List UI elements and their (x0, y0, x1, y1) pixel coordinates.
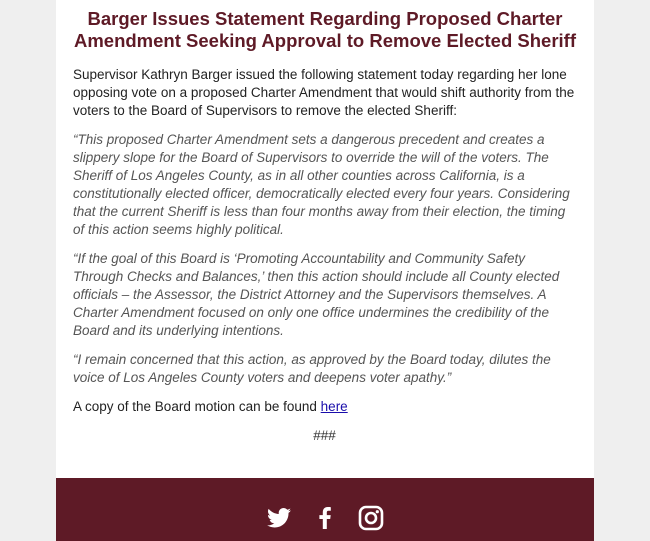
motion-paragraph (73, 398, 576, 416)
twitter-icon[interactable] (265, 504, 293, 532)
motion-text: A copy of the Board motion can be found (73, 399, 321, 414)
instagram-icon[interactable] (357, 504, 385, 532)
quote-paragraph: “This proposed Charter Amendment sets a dangerous precedent and creates a slippery slope for the Board of Supervisors to override the will of the voters. The Sheriff of Los Angeles County, as in all other counties across California, is a constitutionally elected officer, democratically elected every four years. Considering that the current Sheriff is less than four months away from their election, the timing of this action seems highly political. (73, 132, 570, 237)
facebook-icon[interactable] (311, 504, 339, 532)
intro-paragraph: Supervisor Kathryn Barger issued the following statement today regarding her lone opposing vote on a proposed Charter Amendment that would shift authority from the voters to the Board of Supervisors to remove the elected Sheriff: (73, 67, 575, 118)
article-body (56, 52, 594, 445)
quote-paragraph: “I remain concerned that this action, as approved by the Board today, dilutes the voice of Los Angeles County voters and deepens voter apathy.” (73, 352, 551, 385)
quote-paragraph: “If the goal of this Board is ‘Promoting Accountability and Community Safety Through Checks and Balances,’ then this action should include all County elected officials – the Assessor, the District Attorney and the Supervisors themselves. A Charter Amendment focused on only one office undermines the credibility of the Board and its underlying intentions. (73, 251, 560, 338)
footer (56, 478, 594, 541)
newsletter-card (56, 0, 594, 541)
social-links (56, 504, 594, 532)
end-separator: ### (313, 428, 336, 443)
headline: Barger Issues Statement Regarding Proposed Charter Amendment Seeking Approval to Remove Elected Sheriff (73, 8, 576, 51)
motion-link[interactable]: here (320, 399, 348, 414)
